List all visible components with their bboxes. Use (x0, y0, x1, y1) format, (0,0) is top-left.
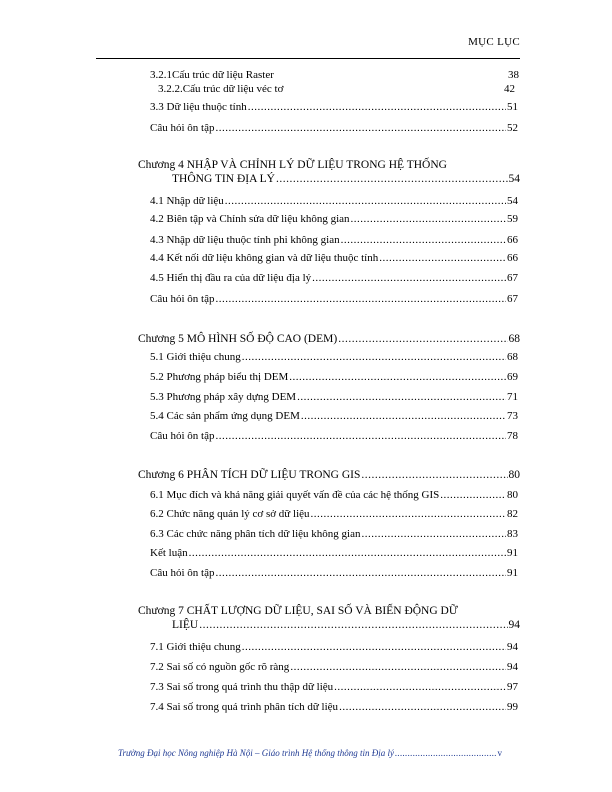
toc-page-number: 80 (508, 469, 520, 481)
chapter-title-line2: LIỆU (172, 619, 199, 631)
page-footer (118, 746, 502, 760)
toc-entry-4-3[interactable] (150, 233, 518, 247)
footer-page-number: v (497, 748, 502, 758)
toc-entry-text: 5.2 Phương pháp biểu thị DEM (150, 371, 289, 383)
dot-leader (189, 546, 506, 560)
toc-entry-text: Kết luận (150, 547, 188, 559)
footer-text: Trường Đại học Nông nghiệp Hà Nội – Giáo trình Hệ thống thông tin Địa lý (118, 748, 394, 758)
dot-leader (215, 429, 506, 443)
toc-entry-4-1[interactable] (150, 194, 518, 208)
toc-entry-text: 4.1 Nhập dữ liệu (150, 195, 224, 207)
dot-leader (379, 251, 506, 265)
chapter-title-line2: THÔNG TIN ĐỊA LÝ (172, 173, 275, 185)
toc-page-number: 91 (507, 547, 518, 559)
toc-entry-3-2-1[interactable] (150, 68, 274, 82)
toc-entry-3-2-2[interactable] (158, 82, 283, 96)
toc-page-number: 97 (507, 681, 518, 693)
toc-page-number: 52 (507, 122, 518, 134)
toc-page-number: 91 (507, 567, 518, 579)
dot-leader (290, 660, 506, 674)
toc-entry-text: 6.1 Mục đích và khả năng giải quyết vấn đề của các hệ thống GIS (150, 489, 440, 501)
toc-entry-text: 6.3 Các chức năng phân tích dữ liệu không gian (150, 528, 361, 540)
toc-chapter-6[interactable] (138, 468, 520, 482)
toc-entry-text: 3.2.2.Cấu trúc dữ liệu véc tơ (158, 83, 284, 95)
toc-entry-text: 5.1 Giới thiệu chung (150, 351, 241, 363)
dot-leader (301, 409, 506, 423)
toc-entry-7-4[interactable] (150, 700, 518, 714)
dot-leader (338, 332, 507, 346)
dot-leader (199, 618, 507, 632)
toc-entry-review-6[interactable] (150, 566, 518, 580)
dot-leader (311, 507, 506, 521)
dot-leader (361, 527, 506, 541)
toc-page-number: 82 (507, 508, 518, 520)
toc-entry-6-3[interactable] (150, 527, 518, 541)
toc-entry-5-4[interactable] (150, 409, 518, 423)
toc-page-number: 94 (508, 619, 520, 631)
toc-entry-text: 5.4 Các sản phẩm ứng dụng DEM (150, 410, 300, 422)
dot-leader (361, 468, 507, 482)
chapter-title-line1: Chương 4 NHẬP VÀ CHỈNH LÝ DỮ LIỆU TRONG HỆ THỐNG (138, 159, 447, 171)
toc-page-number: 94 (507, 641, 518, 653)
toc-page-number: 80 (507, 489, 518, 501)
toc-entry-5-3[interactable] (150, 390, 518, 404)
toc-page-number: 99 (507, 701, 518, 713)
dot-leader (351, 212, 506, 226)
toc-entry-7-1[interactable] (150, 640, 518, 654)
toc-entry-4-5[interactable] (150, 271, 518, 285)
toc-page-number: 78 (507, 430, 518, 442)
toc-entry-6-2[interactable] (150, 507, 518, 521)
toc-entry-5-1[interactable] (150, 350, 518, 364)
dot-leader (289, 370, 506, 384)
toc-entry-text: Câu hỏi ôn tập (150, 430, 215, 442)
toc-entry-text: 4.4 Kết nối dữ liệu không gian và dữ liệu thuộc tính (150, 252, 379, 264)
toc-page-number: 68 (508, 333, 520, 345)
toc-page-number: 69 (507, 371, 518, 383)
toc-page-number: 68 (507, 351, 518, 363)
toc-entry-text: 3.2.1Cấu trúc dữ liệu Raster (150, 69, 274, 81)
toc-entry-text: 3.3 Dữ liệu thuộc tính (150, 101, 247, 113)
toc-chapter-7[interactable] (138, 604, 520, 632)
toc-entry-text: 7.4 Sai số trong quá trình phân tích dữ liệu (150, 701, 339, 713)
toc-entry-text: 4.3 Nhập dữ liệu thuộc tính phi không gian (150, 234, 340, 246)
toc-page-number: 54 (508, 173, 520, 185)
dot-leader (440, 488, 506, 502)
dot-leader (215, 292, 506, 306)
toc-entry-3-2-1-page: 38 (508, 69, 519, 81)
toc-page-number: 71 (507, 391, 518, 403)
dot-leader (215, 121, 506, 135)
toc-entry-4-2[interactable] (150, 212, 518, 226)
toc-entry-3-3[interactable] (150, 100, 518, 114)
toc-entry-review-3[interactable] (150, 121, 518, 135)
toc-entry-text: 4.5 Hiển thị đầu ra của dữ liệu địa lý (150, 272, 312, 284)
toc-entry-review-5[interactable] (150, 429, 518, 443)
page-header-title: MỤC LỤC (468, 36, 520, 48)
toc-entry-text: 7.2 Sai số có nguồn gốc rõ ràng (150, 661, 290, 673)
dot-leader (242, 640, 506, 654)
toc-entry-3-2-2-page: 42 (504, 83, 515, 95)
dot-leader (341, 233, 506, 247)
toc-entry-5-2[interactable] (150, 370, 518, 384)
toc-chapter-5[interactable] (138, 332, 520, 346)
toc-entry-text: 7.1 Giới thiệu chung (150, 641, 241, 653)
toc-page-number: 83 (507, 528, 518, 540)
toc-entry-text: 6.2 Chức năng quản lý cơ sở dữ liệu (150, 508, 310, 520)
toc-chapter-4[interactable] (138, 158, 520, 186)
toc-page-number: 66 (507, 252, 518, 264)
chapter-title-line1: Chương 7 CHẤT LƯỢNG DỮ LIỆU, SAI SỐ VÀ BIẾN ĐỘNG DỮ (138, 605, 458, 617)
dot-leader (312, 271, 506, 285)
dot-leader (248, 100, 506, 114)
toc-page-number: 51 (507, 101, 518, 113)
toc-entry-7-2[interactable] (150, 660, 518, 674)
toc-entry-text: Câu hỏi ôn tập (150, 567, 215, 579)
toc-page-number: 94 (507, 661, 518, 673)
toc-entry-conclusion-6[interactable] (150, 546, 518, 560)
toc-entry-6-1[interactable] (150, 488, 518, 502)
toc-page-number: 59 (507, 213, 518, 225)
dot-leader (395, 746, 497, 760)
chapter-title-line1: Chương 5 MÔ HÌNH SỐ ĐỘ CAO (DEM) (138, 333, 338, 345)
dot-leader (334, 680, 506, 694)
toc-page-number: 54 (507, 195, 518, 207)
toc-page-number: 66 (507, 234, 518, 246)
chapter-title-line1: Chương 6 PHÂN TÍCH DỮ LIỆU TRONG GIS (138, 469, 361, 481)
toc-entry-review-4[interactable] (150, 292, 518, 306)
toc-entry-text: Câu hỏi ôn tập (150, 293, 215, 305)
dot-leader (276, 172, 508, 186)
dot-leader (242, 350, 506, 364)
toc-entry-7-3[interactable] (150, 680, 518, 694)
toc-entry-text: 7.3 Sai số trong quá trình thu thập dữ liệu (150, 681, 334, 693)
toc-page-number: 67 (507, 272, 518, 284)
toc-page-number: 73 (507, 410, 518, 422)
dot-leader (339, 700, 506, 714)
header-rule (96, 58, 520, 59)
dot-leader (215, 566, 506, 580)
dot-leader (225, 194, 506, 208)
toc-entry-text: Câu hỏi ôn tập (150, 122, 215, 134)
toc-page-number: 67 (507, 293, 518, 305)
toc-entry-4-4[interactable] (150, 251, 518, 265)
toc-entry-text: 4.2 Biên tập và Chỉnh sửa dữ liệu không gian (150, 213, 350, 225)
dot-leader (297, 390, 506, 404)
toc-entry-text: 5.3 Phương pháp xây dựng DEM (150, 391, 297, 403)
